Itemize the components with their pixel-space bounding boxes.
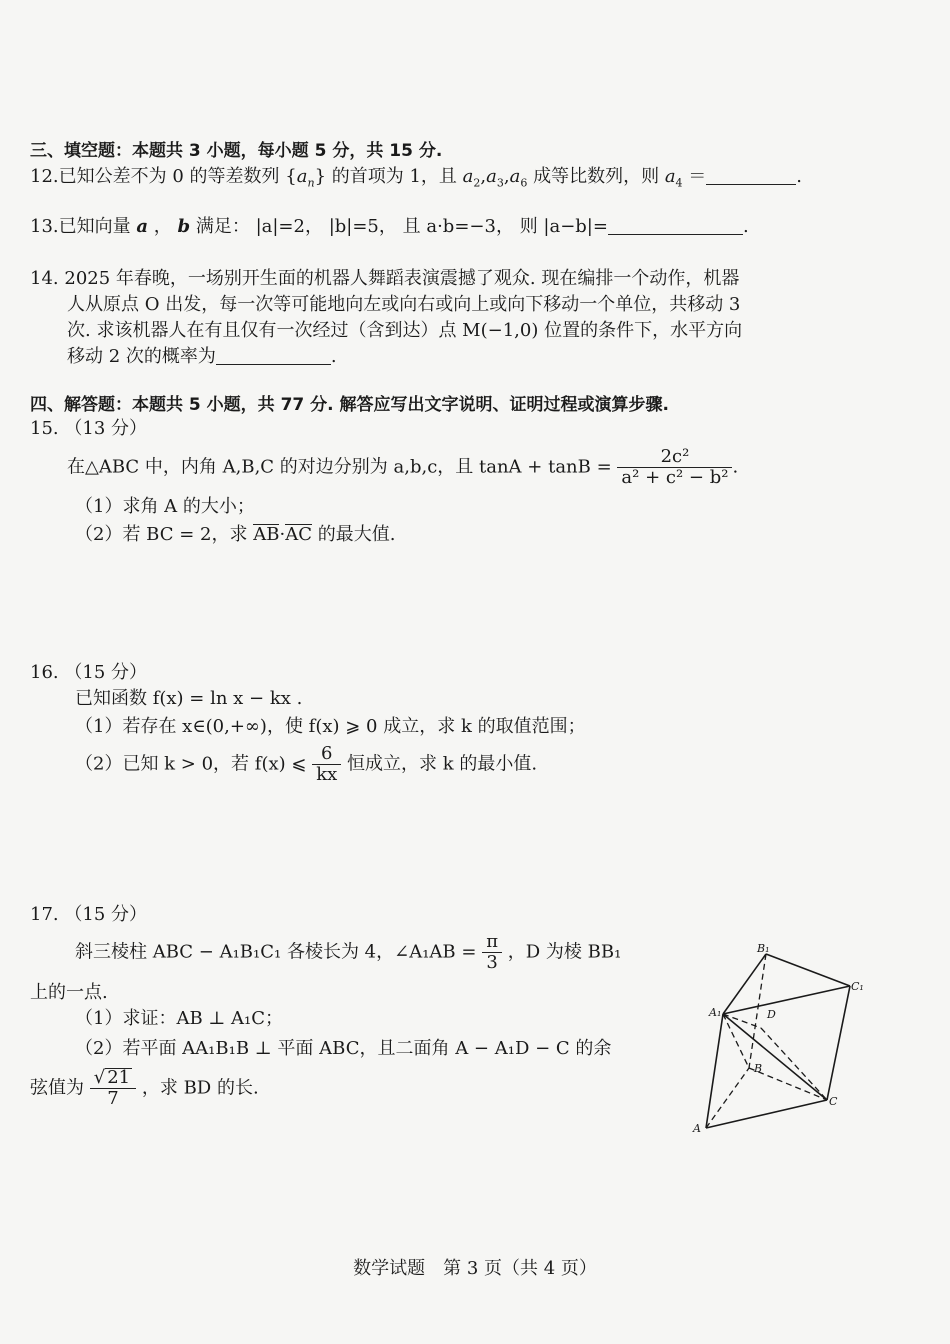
q17-sqrt-radicand: 21 bbox=[107, 1067, 131, 1088]
question-15-part2: （2）若 BC = 2，求 AB·AC 的最大值. bbox=[75, 524, 396, 545]
section3-heading: 三、填空题：本题共 3 小题，每小题 5 分，共 15 分. bbox=[30, 141, 443, 161]
q16-part2-post: 恒成立，求 k 的最小值. bbox=[346, 753, 538, 775]
q16-frac-den: kx bbox=[316, 764, 338, 785]
q17-fraction bbox=[482, 932, 502, 973]
question-12: 12.已知公差不为 0 的等差数列 $\{a_n\}$ 的首项为 1，且 $a_2,a_3,a_6$ 成等比数列，则 $a_4$ ＝ . bbox=[30, 166, 803, 190]
question-14-line4: 移动 2 次的概率为 . bbox=[67, 346, 337, 367]
q17-frac-den2: 7 bbox=[107, 1088, 119, 1109]
segment-d-c-hidden bbox=[761, 1028, 827, 1100]
section4-heading: 四、解答题：本题共 5 小题，共 77 分. 解答应写出文字说明、证明过程或演算步骤. bbox=[30, 395, 669, 415]
q17-part3-pre: 弦值为 bbox=[30, 1077, 84, 1099]
q13-cond3: 且 a·b=−3， bbox=[402, 216, 514, 237]
label-a: A bbox=[693, 1122, 701, 1135]
edge-b1-b-hidden bbox=[749, 954, 766, 1068]
q13-prefix: 已知向量 bbox=[58, 216, 131, 237]
q13-answer-blank[interactable] bbox=[608, 216, 743, 235]
q14-line4: 移动 2 次的概率为 bbox=[67, 346, 216, 367]
q15-part1: （1）求角 A 的大小； bbox=[75, 496, 255, 517]
label-c1: C₁ bbox=[851, 980, 864, 993]
q13-mid: 满足： bbox=[195, 216, 250, 237]
q17-line1-pre: 斜三棱柱 ABC − A₁B₁C₁ 各棱长为 4，∠A₁AB = bbox=[75, 941, 477, 963]
q13-number: 13. bbox=[30, 216, 59, 237]
q15-frac-den: a² + c² − b² bbox=[621, 467, 729, 488]
q15-frac-num: 2c² bbox=[617, 447, 732, 468]
edge-a-c bbox=[706, 1100, 827, 1128]
question-16-part2 bbox=[75, 744, 537, 785]
question-15-header bbox=[30, 416, 147, 442]
q12-number: 12. bbox=[30, 166, 59, 187]
q15-number: 15. bbox=[30, 418, 59, 439]
q17-part2: （2）若平面 AA₁B₁B ⊥ 平面 ABC，且二面角 A − A₁D − C 的余 bbox=[75, 1038, 612, 1059]
q14-line2: 人从原点 O 出发，每一次等可能地向左或向右或向上或向下移动一个单位，共移动 3 bbox=[67, 294, 741, 315]
q15-vector-ac: AC bbox=[285, 524, 312, 545]
q12-mid1: 的首项为 1，且 bbox=[331, 166, 457, 187]
q16-intro: 已知函数 f(x) = ln x − kx . bbox=[75, 688, 303, 709]
q12-answer-blank[interactable] bbox=[706, 166, 796, 185]
q12-equals: ＝ bbox=[688, 166, 707, 187]
edge-a1-c bbox=[723, 1014, 827, 1100]
label-b: B bbox=[754, 1062, 763, 1075]
q15-part2-pre: （2）若 BC = 2，求 bbox=[75, 524, 248, 545]
question-14-line1 bbox=[30, 266, 739, 292]
question-17-header bbox=[30, 902, 147, 928]
q17-line1-post: ，D 为棱 BB₁ bbox=[507, 941, 622, 963]
q16-number: 16. bbox=[30, 662, 59, 683]
page-footer: 数学试题 第 3 页（共 4 页） bbox=[353, 1258, 597, 1279]
q17-frac-den: 3 bbox=[486, 952, 498, 973]
question-17-line1 bbox=[75, 932, 621, 973]
q17-line2: 上的一点. bbox=[30, 982, 108, 1003]
question-15-intro: 在△ABC 中，内角 A,B,C 的对边分别为 a,b,c，且 tanA + tanB = $\frac{\text{2c²}}{\text{a² + c² − b²}}$ . bbox=[67, 446, 739, 488]
prism-figure bbox=[685, 940, 870, 1140]
edge-c1-c bbox=[827, 986, 850, 1100]
q14-answer-blank[interactable] bbox=[216, 346, 331, 365]
q13-ask: 则 |a−b|= bbox=[519, 216, 608, 237]
q14-line1: 2025 年春晚，一场别开生面的机器人舞蹈表演震撼了观众. 现在编排一个动作，机器 bbox=[64, 268, 740, 289]
label-a1: A₁ bbox=[709, 1006, 722, 1019]
label-b1: B₁ bbox=[757, 942, 770, 955]
question-17-part3 bbox=[30, 1068, 259, 1109]
q16-frac-num: 6 bbox=[312, 744, 341, 765]
label-d: D bbox=[767, 1008, 776, 1021]
q12-prefix: 已知公差不为 0 的等差数列 bbox=[58, 166, 280, 187]
q16-fraction bbox=[312, 744, 341, 785]
label-c: C bbox=[829, 1095, 838, 1108]
q16-part1: （1）若存在 x∈(0,+∞)，使 f(x) ⩾ 0 成立，求 k 的取值范围； bbox=[75, 716, 586, 737]
q15-score: （13 分） bbox=[64, 418, 148, 439]
edge-a1-c1 bbox=[723, 986, 850, 1014]
question-16-header bbox=[30, 660, 147, 686]
edge-b1-a1 bbox=[723, 954, 766, 1014]
q17-part1: （1）求证：AB ⊥ A₁C； bbox=[75, 1008, 284, 1029]
q17-frac-num2: √ 21 bbox=[90, 1068, 136, 1089]
q16-part2-pre: （2）已知 k > 0，若 f(x) ⩽ bbox=[75, 753, 307, 775]
q17-number: 17. bbox=[30, 904, 59, 925]
q17-score: （15 分） bbox=[64, 904, 148, 925]
q17-part3-post: ，求 BD 的长. bbox=[141, 1077, 259, 1099]
q14-number: 14. bbox=[30, 268, 59, 289]
q17-frac-num: π bbox=[482, 932, 502, 953]
q17-sqrt-fraction bbox=[90, 1068, 136, 1109]
q13-cond1: |a|=2， bbox=[255, 216, 323, 237]
q12-mid2: 成等比数列，则 bbox=[533, 166, 660, 187]
question-13: 13.已知向量 a ， b 满足： |a|=2， |b|=5， 且 a·b=−3， 则 |a−b|= . bbox=[30, 216, 749, 237]
q15-intro: 在△ABC 中，内角 A,B,C 的对边分别为 a,b,c，且 tanA + tanB = bbox=[67, 456, 612, 478]
q13-cond2: |b|=5， bbox=[328, 216, 397, 237]
edge-b1-c1 bbox=[766, 954, 850, 986]
q15-vector-ab: AB bbox=[253, 524, 280, 545]
q14-line3: 次. 求该机器人在有且仅有一次经过（含到达）点 M(−1,0) 位置的条件下，水平方向 bbox=[67, 320, 743, 341]
q16-score: （15 分） bbox=[64, 662, 148, 683]
q15-part2-post: 的最大值. bbox=[317, 524, 396, 545]
q15-fraction bbox=[617, 447, 732, 488]
edge-a1-a bbox=[706, 1014, 723, 1128]
